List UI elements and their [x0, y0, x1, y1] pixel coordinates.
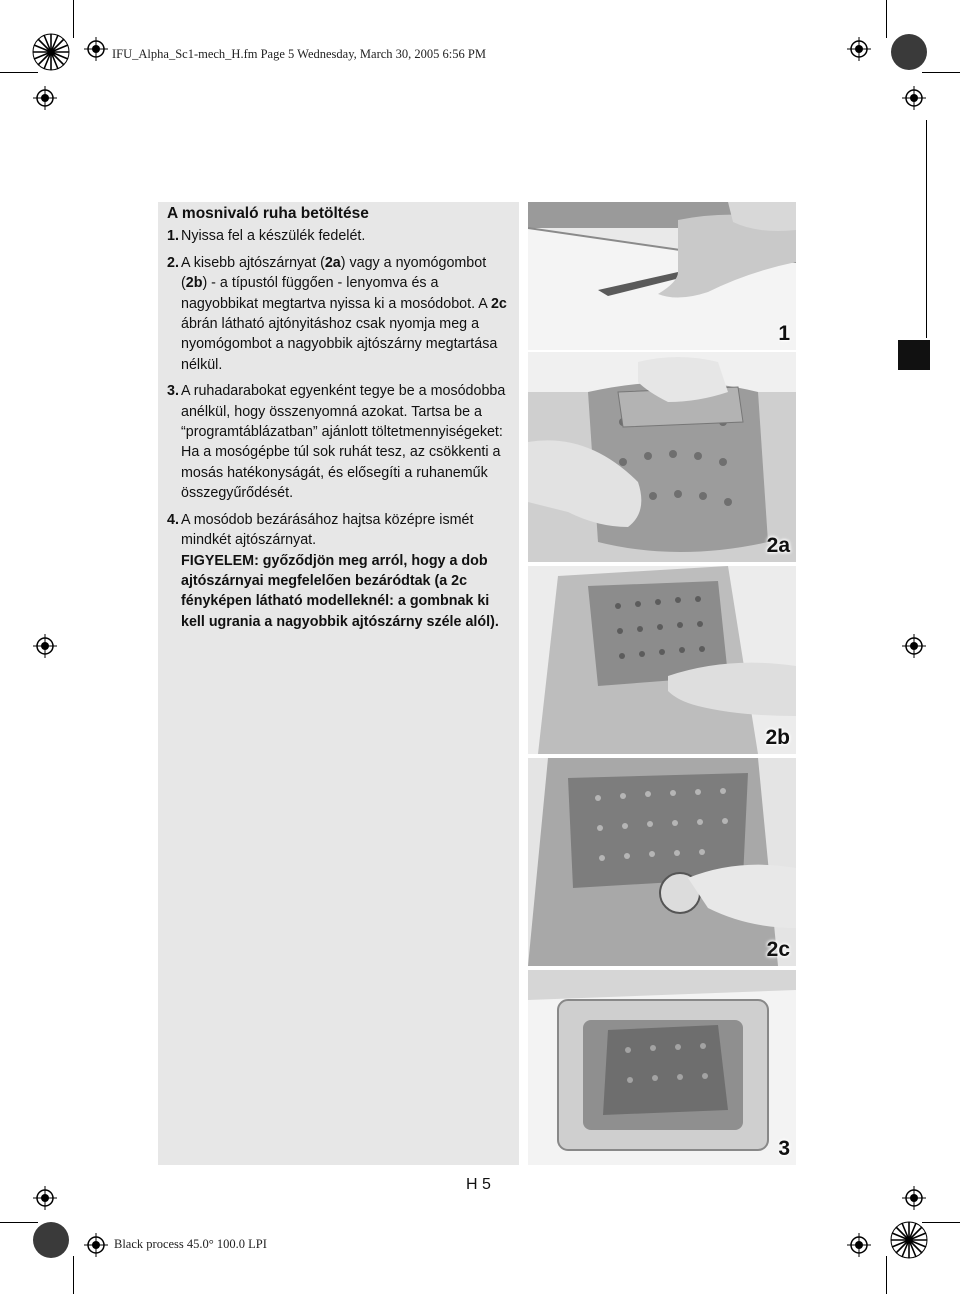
- hands-opening-drum-flap-icon: [528, 352, 796, 562]
- figure-ref-2b: 2b: [185, 275, 203, 292]
- warning-text: FIGYELEM: győződjön meg arról, hogy a dob ajtószárnyai megfelelően bezáródtak (a 2c fényképen látható modelleknél: a gombnak ki kell ugrania a nagyobbik ajtószárny széle alól).: [181, 552, 499, 630]
- trim-mark: [73, 1256, 74, 1294]
- step-number: 1.: [167, 228, 179, 245]
- step-number: 3.: [167, 383, 179, 400]
- hand-pressing-drum-button-icon: [528, 566, 796, 754]
- section-heading: A mosnivaló ruha betöltése: [167, 205, 369, 222]
- trim-mark: [922, 72, 960, 73]
- trim-mark: [73, 0, 74, 38]
- photo-1: [528, 202, 796, 350]
- step-text: ) vagy a nyomógombot (: [181, 254, 487, 292]
- step-text: ábrán látható ajtónyitáshoz csak nyomja meg a nyomógombot a nagyobbik ajtószárny megtartása nélkül.: [181, 316, 498, 373]
- photo-2c: [528, 758, 796, 966]
- density-patch-icon: [32, 1221, 70, 1259]
- thumb-tab: [898, 340, 930, 370]
- instructions: [167, 204, 512, 632]
- photo-2a: [528, 352, 796, 562]
- registration-mark-icon: [33, 1186, 57, 1210]
- hand-opening-lid-icon: [528, 202, 796, 350]
- registration-mark-icon: [902, 1186, 926, 1210]
- figure-ref-2a: 2a: [324, 254, 341, 271]
- trim-mark: [0, 72, 38, 73]
- step-text: ) - a típustól függően - lenyomva és a nagyobbikat megtartva nyissa ki a mosódobot. A: [181, 275, 491, 312]
- step-text: A ruhadarabokat egyenként tegye be a mosódobba anélkül, hogy összenyomná azokat. Tartsa be a “programtáblázatban” ajánlott töltetmennyiségeket: Ha a mosógépbe túl sok ruhát tesz, az csökkenti a mosás hatékonyságát, és elősegíti a ruhaneműk összegyűrődését.: [181, 383, 506, 502]
- photo-label: 1: [778, 322, 790, 345]
- trim-mark: [886, 0, 887, 38]
- figure-ref-2c: 2c: [490, 295, 507, 312]
- step-2: [167, 253, 512, 375]
- trim-mark: [886, 1256, 887, 1294]
- photo-label: 2a: [766, 534, 790, 557]
- photo-label: 3: [778, 1137, 790, 1160]
- photo-label: 2c: [766, 938, 790, 961]
- step-text: Nyissa fel a készülék fedelét.: [181, 228, 366, 245]
- registration-mark-icon: [84, 1233, 108, 1257]
- photo-3: [528, 970, 796, 1165]
- registration-mark-icon: [33, 86, 57, 110]
- step-text: A kisebb ajtószárnyat (: [181, 254, 325, 271]
- step-number: 4.: [167, 511, 179, 528]
- hand-pressing-round-button-icon: [528, 758, 796, 966]
- print-slug-bottom: Black process 45.0° 100.0 LPI: [114, 1237, 267, 1251]
- washer-drum-top-view-icon: [528, 970, 796, 1165]
- registration-mark-icon: [902, 634, 926, 658]
- thumb-tab-guide: [926, 120, 927, 338]
- registration-mark-icon: [902, 86, 926, 110]
- registration-mark-icon: [84, 37, 108, 61]
- print-slug-top: IFU_Alpha_Sc1-mech_H.fm Page 5 Wednesday, March 30, 2005 6:56 PM: [112, 47, 486, 61]
- registration-mark-icon: [847, 37, 871, 61]
- photo-2b: [528, 566, 796, 754]
- density-patch-icon: [890, 33, 928, 71]
- photo-label: 2b: [765, 726, 790, 749]
- registration-mark-icon: [847, 1233, 871, 1257]
- step-number: 2.: [167, 254, 179, 271]
- registration-mark-icon: [33, 634, 57, 658]
- step-text: A mosódob bezárásához hajtsa középre ismét mindkét ajtószárnyat.: [181, 511, 474, 549]
- starburst-target-icon: [890, 1221, 928, 1259]
- step-3: [167, 381, 512, 503]
- starburst-target-icon: [32, 33, 70, 71]
- page-number: H 5: [466, 1176, 491, 1193]
- step-1: [167, 226, 512, 246]
- step-4: [167, 510, 512, 632]
